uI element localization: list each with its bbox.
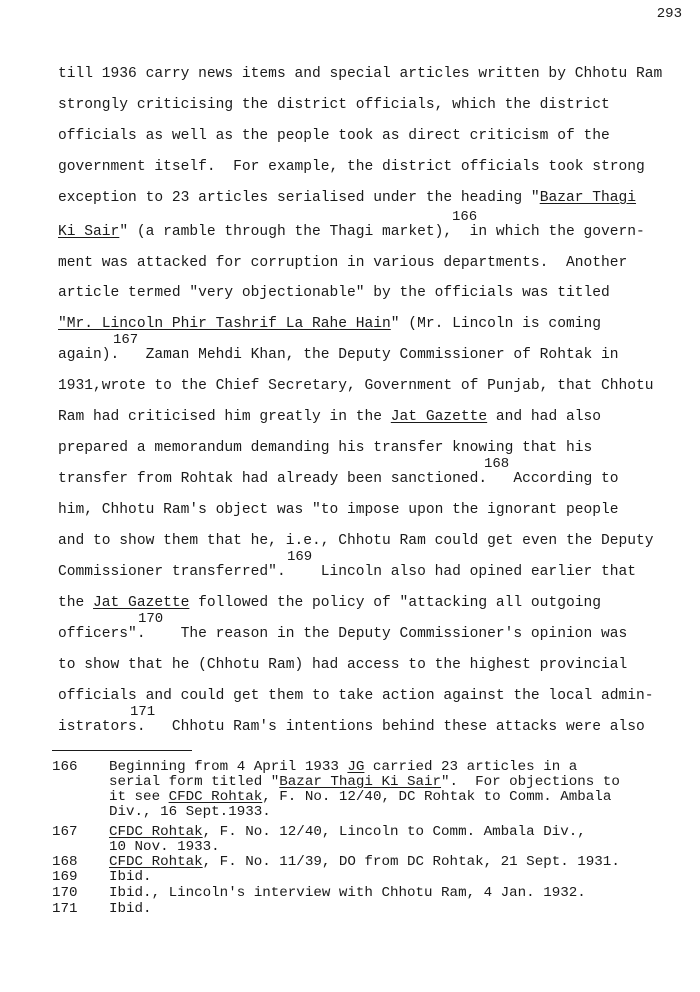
text-run: prepared a memorandum demanding his transfer knowing that his [58, 440, 593, 456]
text-run: serial form titled " [109, 774, 280, 790]
footnote-marker: 167 [113, 332, 139, 348]
footnote [52, 870, 152, 885]
footnote-marker: 168 [484, 456, 510, 472]
body-line [58, 224, 645, 240]
footnote-number: 167 [52, 824, 78, 840]
body-line [58, 533, 654, 549]
text-run: Beginning from 4 April 1933 [109, 759, 348, 775]
body-line [58, 190, 636, 206]
body-line [58, 719, 645, 735]
footnote-number: 171 [52, 901, 78, 917]
body-line [58, 471, 619, 487]
underlined-title: Ki Sair [58, 224, 120, 240]
text-run: the [58, 595, 94, 611]
text-run: , F. No. 11/39, DO from DC Rohtak, 21 Sept. 1931. [202, 854, 620, 870]
text-run: " (a ramble through the Thagi market), in which the govern- [119, 224, 645, 240]
body-line [58, 255, 627, 271]
text-run: istrators. Chhotu Ram's intentions behind these attacks were also [58, 719, 645, 735]
text-run: to show that he (Chhotu Ram) had access to the highest provincial [58, 657, 628, 673]
text-run: till 1936 carry news items and special articles written by Chhotu Ram [58, 66, 663, 82]
text-run: officers". The reason in the Deputy Commissioner's opinion was [58, 626, 628, 642]
page-number: 293 [656, 6, 682, 22]
footnote [52, 902, 152, 917]
text-run: and had also [487, 409, 601, 425]
text-run: officials and could get them to take action against the local admin- [58, 688, 654, 704]
footnote-marker: 169 [287, 549, 313, 565]
underlined-title: Jat Gazette [93, 595, 190, 611]
footnote-marker: 170 [138, 611, 164, 627]
text-run: Ibid. [109, 869, 152, 885]
body-line [58, 66, 662, 82]
text-run: officials as well as the people took as direct criticism of the [58, 128, 610, 144]
text-run: Ram had criticised him greatly in the [58, 409, 391, 425]
underlined-title: "Mr. Lincoln Phir Tashrif La Rahe Hain [58, 316, 391, 332]
body-line [58, 159, 645, 175]
text-run: article termed "very objectionable" by the officials was titled [58, 285, 610, 301]
text-run: again). Zaman Mehdi Khan, the Deputy Commissioner of Rohtak in [58, 347, 619, 363]
footnote-number: 169 [52, 869, 78, 885]
text-run: Commissioner transferred". Lincoln also had opined earlier that [58, 564, 637, 580]
underlined-title: Bazar Thagi Ki Sair [279, 774, 442, 790]
body-line [58, 502, 619, 518]
underlined-title: JG [347, 759, 365, 775]
footnote [52, 886, 586, 901]
underlined-title: CFDC Rohtak [109, 854, 203, 870]
body-line [58, 316, 601, 332]
footnote [52, 825, 586, 855]
underlined-title: CFDC Rohtak [168, 789, 263, 805]
body-line [58, 440, 592, 456]
body-line [58, 626, 627, 642]
footnote-number: 168 [52, 854, 78, 870]
text-run: strongly criticising the district officials, which the district [58, 97, 610, 113]
footnote-marker: 171 [130, 704, 156, 720]
text-run: 10 Nov. 1933. [109, 839, 220, 855]
underlined-title: CFDC Rohtak [109, 824, 203, 840]
text-run: Ibid., Lincoln's interview with Chhotu Ram, 4 Jan. 1932. [109, 885, 586, 901]
text-run: and to show them that he, i.e., Chhotu Ram could get even the Deputy [58, 533, 654, 549]
underlined-title: Bazar Thagi [539, 190, 637, 206]
underlined-title: Jat Gazette [390, 409, 488, 425]
text-run: followed the policy of "attacking all outgoing [189, 595, 601, 611]
footnote-number: 170 [52, 885, 78, 901]
text-run: transfer from Rohtak had already been sanctioned. According to [58, 471, 619, 487]
text-run: 1931,wrote to the Chief Secretary, Government of Punjab, that Chhotu [58, 378, 654, 394]
text-run: him, Chhotu Ram's object was "to impose upon the ignorant people [58, 502, 619, 518]
body-line [58, 409, 601, 425]
text-run: " (Mr. Lincoln is coming [390, 316, 601, 332]
text-run: ". For objections to [441, 774, 620, 790]
body-line [58, 564, 636, 580]
text-run: , F. No. 12/40, DC Rohtak to Comm. Ambala [262, 789, 612, 805]
body-line [58, 595, 601, 611]
text-run: , F. No. 12/40, Lincoln to Comm. Ambala Div., [202, 824, 586, 840]
body-line [58, 285, 610, 301]
text-run: Ibid. [109, 901, 152, 917]
text-run: Div., 16 Sept.1933. [109, 804, 271, 820]
footnote-marker: 166 [452, 209, 478, 225]
footnote-divider [52, 750, 192, 751]
body-line [58, 657, 627, 673]
text-run: ment was attacked for corruption in various departments. Another [58, 255, 628, 271]
body-line [58, 97, 610, 113]
body-line [58, 378, 654, 394]
footnote [52, 855, 620, 870]
footnote [52, 760, 620, 820]
text-run: exception to 23 articles serialised under the heading " [58, 190, 540, 206]
text-run: government itself. For example, the district officials took strong [58, 159, 645, 175]
body-line [58, 128, 610, 144]
text-run: it see [109, 789, 169, 805]
footnote-number: 166 [52, 759, 78, 775]
body-line [58, 688, 654, 704]
body-line [58, 347, 619, 363]
text-run: carried 23 articles in a [364, 759, 578, 775]
